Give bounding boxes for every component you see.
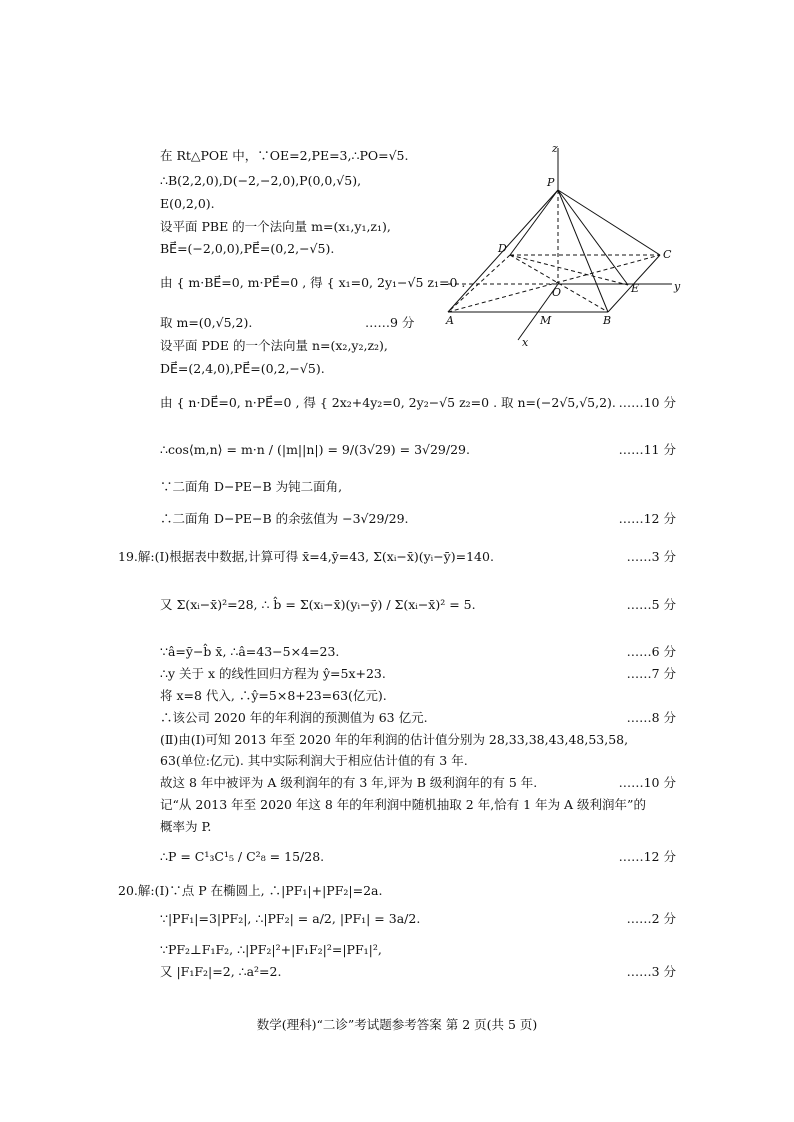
edge-pb xyxy=(558,190,608,312)
s19-score-12: ……12 分 xyxy=(618,849,676,864)
s18-line-7: 取 m=(0,√5,2). xyxy=(160,315,253,330)
s19-score-6: ……6 分 xyxy=(626,644,676,659)
s19-line-2: 又 Σ(xᵢ−x̄)²=28, ∴ b̂ = Σ(xᵢ−x̄)(yᵢ−ȳ) / Σ(xᵢ−x̄)² = 5. xyxy=(160,597,476,612)
label-z: z xyxy=(552,142,558,155)
s19-line-5: 将 x=8 代入, ∴ŷ=5×8+23=63(亿元). xyxy=(160,688,387,703)
s19-line-8: 63(单位:亿元). 其中实际利润大于相应估计值的有 3 年. xyxy=(160,753,468,768)
s18-line-8: 设平面 PDE 的一个法向量 n=(x₂,y₂,z₂), xyxy=(160,338,388,353)
s19-score-5: ……5 分 xyxy=(626,597,676,612)
s20-score-2: ……2 分 xyxy=(626,911,676,926)
s19-score-10: ……10 分 xyxy=(618,775,676,790)
label-o: O xyxy=(552,286,562,299)
s20-line-3: ∵PF₂⊥F₁F₂, ∴|PF₂|²+|F₁F₂|²=|PF₁|², xyxy=(160,942,382,957)
label-m: M xyxy=(540,314,552,327)
label-b: B xyxy=(603,314,612,327)
s19-score-7: ……7 分 xyxy=(626,666,676,681)
s19-score-3: ……3 分 xyxy=(626,549,676,564)
s18-line-6: 由 { m·BE⃗=0, m·PE⃗=0 , 得 { x₁=0, 2y₁−√5 z₁=0 . xyxy=(160,275,466,290)
s18-line-2: ∴B(2,2,0),D(−2,−2,0),P(0,0,√5), xyxy=(160,173,362,188)
s18-line-1: 在 Rt△POE 中，∵OE=2,PE=3,∴PO=√5. xyxy=(160,148,409,163)
s20-line-4: 又 |F₁F₂|=2, ∴a²=2. xyxy=(160,964,282,979)
s19-line-9: 故这 8 年中被评为 A 级利润年的有 3 年,评为 B 级利润年的有 5 年. xyxy=(160,775,538,790)
page-footer: 数学(理科)“二诊”考试题参考答案 第 2 页(共 5 页) xyxy=(256,1017,538,1032)
s19-line-7: (Ⅱ)由(Ⅰ)可知 2013 年至 2020 年的年利润的估计值分别为 28,33,38,43,48,53,58, xyxy=(160,732,629,747)
label-a: A xyxy=(446,314,454,327)
edge-pc xyxy=(558,190,660,255)
s20-line-2: ∵|PF₁|=3|PF₂|, ∴|PF₂| = a/2, |PF₁| = 3a/2. xyxy=(160,911,421,926)
edge-pd xyxy=(510,190,558,255)
s18-line-4: 设平面 PBE 的一个法向量 m=(x₁,y₁,z₁), xyxy=(160,219,391,234)
s18-line-9: DE⃗=(2,4,0),PE⃗=(0,2,−√5). xyxy=(160,361,325,376)
s18-score-11: ……11 分 xyxy=(618,442,676,457)
line-de xyxy=(510,255,628,285)
s18-line-10: 由 { n·DE⃗=0, n·PE⃗=0 , 得 { 2x₂+4y₂=0, 2y₂−√5 z₂=0 . 取 n=(−2√5,√5,2). xyxy=(160,395,616,410)
s18-line-12: ∵二面角 D−PE−B 为钝二面角, xyxy=(160,479,343,494)
pyramid-figure xyxy=(448,140,688,350)
s19-line-1: 19.解:(Ⅰ)根据表中数据,计算可得 x̄=4,ȳ=43, Σ(xᵢ−x̄)(yᵢ−ȳ)=140. xyxy=(118,549,494,564)
s18-line-5: BE⃗=(−2,0,0),PE⃗=(0,2,−√5). xyxy=(160,241,335,256)
label-d: D xyxy=(498,242,507,255)
label-y: y xyxy=(674,280,681,293)
s18-score-12: ……12 分 xyxy=(618,511,676,526)
s20-score-3: ……3 分 xyxy=(626,964,676,979)
s19-line-11: 概率为 P. xyxy=(160,819,212,834)
s19-line-4: ∴y 关于 x 的线性回归方程为 ŷ=5x+23. xyxy=(160,666,386,681)
s20-line-1: 20.解:(Ⅰ)∵点 P 在椭圆上, ∴|PF₁|+|PF₂|=2a. xyxy=(118,883,383,898)
s18-score-10: ……10 分 xyxy=(618,395,676,410)
edge-pe xyxy=(558,190,628,285)
label-p: P xyxy=(547,176,555,189)
s18-line-3: E(0,2,0). xyxy=(160,196,215,211)
s19-line-12: ∴P = C¹₃C¹₅ / C²₈ = 15/28. xyxy=(160,849,325,864)
s19-score-8: ……8 分 xyxy=(626,710,676,725)
label-x: x xyxy=(522,336,529,349)
s18-line-11: ∴cos⟨m,n⟩ = m·n / (|m||n|) = 9/(3√29) = 3√29/29. xyxy=(160,442,470,457)
s19-line-6: ∴该公司 2020 年的年利润的预测值为 63 亿元. xyxy=(160,710,428,725)
label-e: E xyxy=(631,282,640,295)
s18-score-9: ……9 分 xyxy=(365,315,415,330)
s19-line-10: 记“从 2013 年至 2020 年这 8 年的年利润中随机抽取 2 年,恰有 1 年为 A 级利润年”的 xyxy=(160,797,646,812)
s18-line-13: ∴二面角 D−PE−B 的余弦值为 −3√29/29. xyxy=(160,511,409,526)
s19-line-3: ∵â=ȳ−b̂ x̄, ∴â=43−5×4=23. xyxy=(160,644,340,659)
label-c: C xyxy=(663,248,672,261)
